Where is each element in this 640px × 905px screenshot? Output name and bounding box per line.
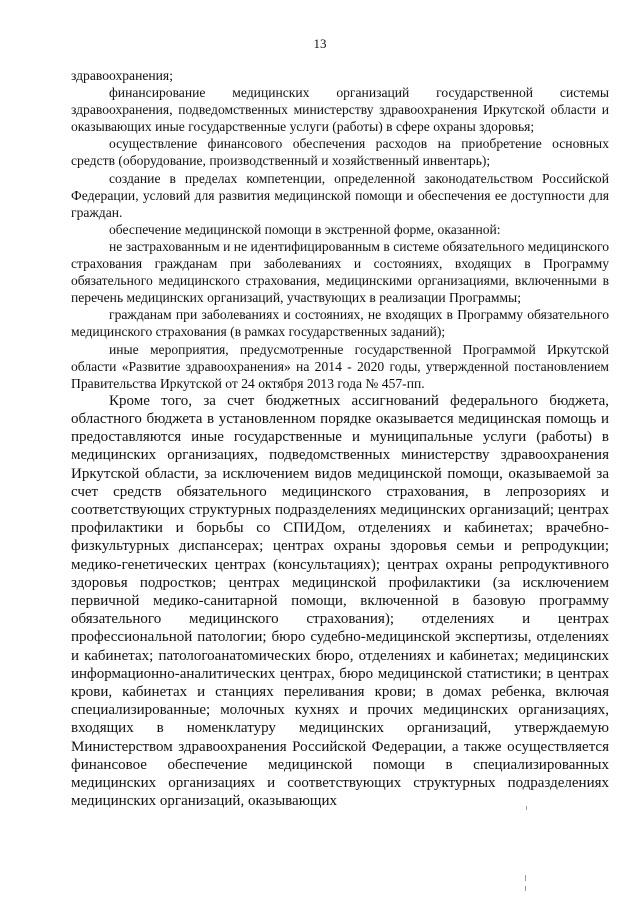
scan-speck bbox=[525, 875, 526, 881]
paragraph: создание в пределах компетенции, определенной законодательством Российской Федерации, условий для развития медицинской помощи и обеспечения ее доступности для граждан. bbox=[71, 170, 609, 220]
paragraph: обеспечение медицинской помощи в экстренной форме, оказанной: bbox=[109, 221, 501, 237]
paragraph: не застрахованным и не идентифицированным в системе обязательного медицинского страхования гражданам при заболеваниях и состояниях, входящих в Программу обязательного медицинского страхования, медицинскими организациями, включенными в перечень медицинских организаций, участвующих в реализации Программы; bbox=[71, 238, 609, 306]
scan-speck bbox=[526, 806, 527, 810]
paragraph: финансирование медицинских организаций государственной системы здравоохранения, подведомственных министерству здравоохранения Иркутской области и оказывающих иные государственные услуги (работы) в сфере охраны здоровья; bbox=[71, 85, 609, 135]
paragraph: здравоохранения; bbox=[71, 68, 173, 83]
document-body bbox=[71, 67, 609, 810]
paragraph: иные мероприятия, предусмотренные государственной Программой Иркутской области «Развитие здравоохранения» на 2014 - 2020 годы, утвержденной постановлением Правительства Иркутской от 24 октября 2013 года № 457-пп. bbox=[71, 341, 609, 391]
paragraph: Кроме того, за счет бюджетных ассигнований федерального бюджета, областного бюджета в установленном порядке оказывается медицинская помощь и предоставляются иные государственные и муниципальные услуги (работы) в медицинских организациях, подведомственных министерству здравоохранения Иркутской области, за исключением видов медицинской помощи, оказываемой за счет средств обязательного медицинского страхования, в лепрозориях и соответствующих структурных подразделениях медицинских организаций; центрах профилактики и борьбы со СПИДом, отделениях и кабинетах; врачебно-физкультурных диспансерах; центрах охраны здоровья семьи и репродукции; медико-генетических центрах (консультациях); центрах охраны репродуктивного здоровья подростков; центрах медицинской профилактики (за исключением первичной медико-санитарной помощи, включенной в базовую программу обязательного медицинского страхования); отделениях и центрах профессиональной патологии; бюро судебно-медицинской экспертизы, отделениях и кабинетах; патологоанатомических бюро, отделениях и кабинетах; медицинских информационно-аналитических центрах, бюро медицинской статистики; в центрах крови, кабинетах и станциях переливания крови; в домах ребенка, включая специализированные; молочных кухнях и прочих медицинских организациях, входящих в номенклатуру медицинских организаций, утверждаемую Министерством здравоохранения Российской Федерации, а также осуществляется финансовое обеспечение медицинской помощи в специализированных медицинских организациях и соответствующих структурных подразделениях медицинских организаций, оказывающих bbox=[71, 392, 609, 810]
paragraph: осуществление финансового обеспечения расходов на приобретение основных средств (оборудование, производственный и хозяйственный инвентарь); bbox=[71, 136, 609, 169]
paragraph: гражданам при заболеваниях и состояниях, не входящих в Программу обязательного медицинского страхования (в рамках государственных заданий); bbox=[71, 307, 609, 340]
page-number: 13 bbox=[313, 36, 327, 51]
scan-speck bbox=[525, 886, 526, 891]
